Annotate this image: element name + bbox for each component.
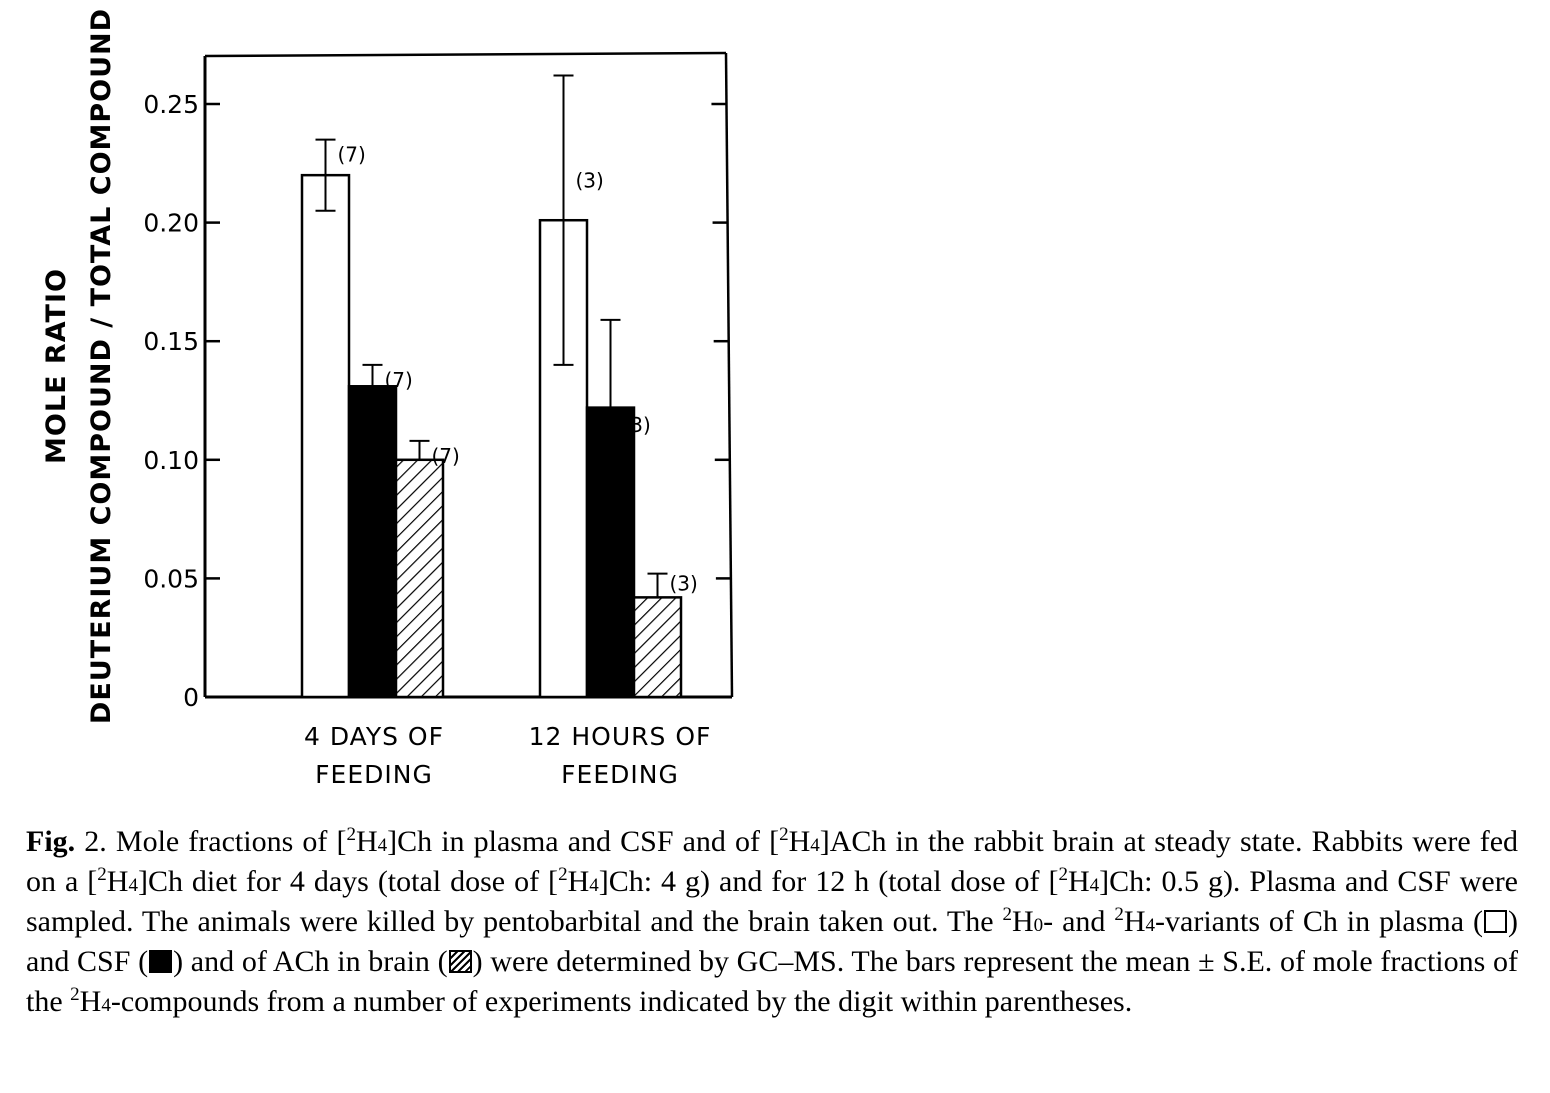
caption-sub: 4 [589, 875, 599, 896]
caption-sup: 2 [558, 864, 568, 885]
caption-text: H [1012, 905, 1034, 938]
bar-plasma [302, 175, 349, 697]
caption-sup: 2 [97, 864, 107, 885]
x-axis-categories [304, 722, 711, 789]
figure-number: 2. [84, 825, 107, 858]
caption-text: H [1067, 865, 1090, 898]
bar-brain [634, 597, 681, 697]
y-tick-label: 0.25 [143, 90, 199, 119]
caption-sup: 2 [1002, 904, 1012, 925]
caption-text: H [106, 865, 129, 898]
bar-CSF [587, 408, 634, 697]
caption-sub: 4 [101, 995, 111, 1016]
caption-sub: 4 [377, 835, 388, 856]
caption-sup: 2 [1058, 864, 1068, 885]
caption-text: ]Ch: 4 g) and for 12 h (total dose of [ [598, 865, 1059, 898]
x-category-label-line1: 4 DAYS OF [304, 722, 444, 751]
caption-text: ]Ch in plasma and CSF and of [ [387, 825, 780, 858]
n-label-plasma: (7) [337, 142, 366, 167]
n-label-brain: (7) [431, 443, 460, 468]
caption-text: ]Ch: 0.5 g). Plasma and CSF were sampled. The animals were killed by pentobarbital and the brain taken out. The [26, 865, 1519, 938]
y-tick-label: 0.05 [143, 564, 199, 594]
caption-text: H [1123, 905, 1146, 938]
y-axis-label-line1: MOLE RATIO [41, 268, 72, 464]
n-label-brain: (3) [669, 571, 698, 596]
y-tick-label: 0.20 [143, 208, 199, 238]
right-frame-line [726, 53, 732, 697]
n-label-plasma: (3) [575, 168, 604, 193]
caption-text: H [567, 865, 590, 898]
y-axis-label-line2: DEUTERIUM COMPOUND / TOTAL COMPOUND [86, 7, 117, 725]
caption-text: ]ACh in the rabbit brain at steady state. Rabbits were fed on a [ [26, 825, 1519, 898]
caption-sub: 4 [1145, 915, 1156, 936]
caption-sup: 2 [779, 824, 789, 845]
caption-text: ) and CSF ( [26, 905, 1518, 978]
caption-sub: 0 [1033, 915, 1044, 936]
caption-sup: 2 [1114, 904, 1124, 925]
caption-sup: 2 [70, 984, 80, 1005]
figure-label: Fig. [26, 825, 76, 858]
caption-sub: 4 [1089, 875, 1100, 896]
caption-sub: 4 [128, 875, 138, 896]
csf-swatch-icon [149, 950, 172, 973]
caption-text: - and [1043, 905, 1115, 938]
caption-text: H [79, 985, 102, 1018]
caption-text: ) were determined by GC–MS. The bars represent the mean ± S.E. of mole fractions of the [26, 945, 1519, 1018]
bar-CSF [349, 386, 396, 697]
y-tick-label: 0 [183, 683, 199, 712]
brain-swatch-icon [449, 950, 472, 973]
bar-brain [396, 460, 443, 697]
y-tick-label: 0.15 [143, 327, 199, 357]
x-category-label-line2: FEEDING [315, 760, 433, 789]
plasma-swatch-icon [1484, 910, 1507, 933]
caption-sup: 2 [346, 824, 356, 845]
x-category-label-line1: 12 HOURS OF [528, 722, 712, 751]
top-frame-line [205, 53, 726, 56]
caption-text: ]Ch diet for 4 days (total dose of [ [137, 865, 559, 898]
x-category-label-line2: FEEDING [561, 760, 679, 789]
figure-caption [26, 822, 1518, 1022]
caption-sub: 4 [810, 835, 820, 856]
caption-text: ) and of ACh in brain ( [173, 945, 448, 978]
n-label-CSF: (7) [384, 367, 413, 392]
caption-text: H [788, 825, 811, 858]
caption-text: H [355, 825, 378, 858]
caption-text: -variants of Ch in plasma ( [1155, 905, 1483, 938]
y-tick-label: 0.10 [143, 445, 199, 475]
caption-text: Mole fractions of [ [115, 825, 347, 858]
n-label-CSF: (3) [622, 412, 651, 437]
caption-text: -compounds from a number of experiments indicated by the digit within parentheses. [110, 985, 1133, 1018]
